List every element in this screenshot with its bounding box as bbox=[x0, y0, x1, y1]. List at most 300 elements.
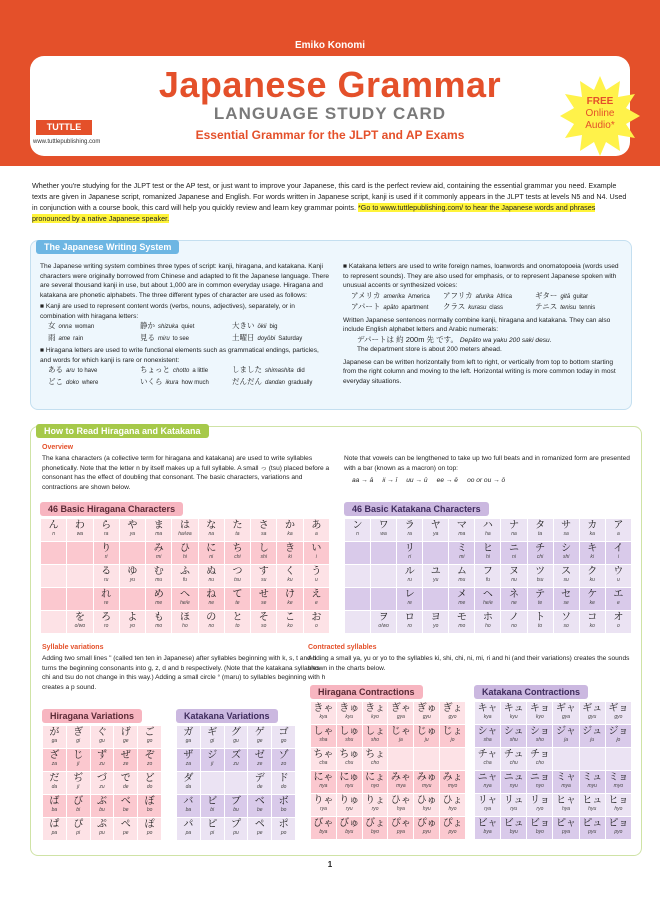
kana-romaji: ryo bbox=[536, 806, 544, 812]
kana-char: ぐ bbox=[96, 727, 107, 738]
writing-katakana-bullet: ■ Katakana letters are used to write foreign names, loanwords and onomatopoeia (words used to represent sounds). They are also used for emphasis, or to represent Japanese spoken with unusual accents or synthesized voices: bbox=[343, 263, 619, 289]
page-subtitle: LANGUAGE STUDY CARD bbox=[213, 104, 447, 123]
kana-romaji: a bbox=[617, 531, 620, 537]
kana-cell bbox=[177, 726, 201, 749]
kana-romaji: pi bbox=[210, 830, 215, 836]
kana-char: にゃ bbox=[313, 772, 334, 783]
example-word bbox=[535, 291, 631, 303]
kana-cell bbox=[90, 749, 114, 772]
kana-romaji: kyo bbox=[371, 714, 379, 720]
contracted-syllables-text: Adding a small ya, yu or yo to the syllables ki, shi, chi, ni, mi, ri and hi (and their variations) creates the sounds shown in the charts below. bbox=[308, 655, 630, 672]
kana-cell bbox=[553, 702, 579, 725]
kana-romaji: za bbox=[185, 761, 192, 767]
kana-char: へ bbox=[179, 589, 190, 600]
kana-romaji: gu bbox=[99, 738, 105, 744]
kana-cell bbox=[527, 725, 553, 748]
kana-romaji: myo bbox=[613, 783, 624, 789]
example-word bbox=[232, 321, 328, 333]
kana-cell bbox=[93, 519, 119, 542]
kana-char: ト bbox=[535, 612, 546, 623]
kana-cell bbox=[579, 588, 605, 611]
kana-cell bbox=[345, 611, 371, 634]
kana-cell bbox=[475, 588, 501, 611]
kana-char: ズ bbox=[230, 750, 241, 761]
example-word: テニス bbox=[535, 302, 558, 311]
kana-char: サ bbox=[561, 520, 572, 531]
kana-romaji: da bbox=[51, 784, 58, 790]
kana-romaji: pe bbox=[257, 830, 263, 836]
example-meaning: did bbox=[296, 368, 305, 374]
kana-romaji: kya bbox=[483, 714, 492, 720]
kana-romaji: po bbox=[146, 830, 153, 836]
kana-row bbox=[475, 725, 632, 748]
kana-cell bbox=[423, 519, 449, 542]
example-word: 女 bbox=[48, 321, 56, 330]
kana-char: ヒュ bbox=[582, 795, 603, 806]
kana-char: ル bbox=[404, 566, 415, 577]
kana-char: ピョ bbox=[608, 818, 629, 829]
kana-cell bbox=[553, 565, 579, 588]
kana-char: ヒョ bbox=[608, 795, 629, 806]
kana-romaji: ke bbox=[287, 600, 293, 606]
writing-left-column bbox=[40, 262, 330, 388]
kana-romaji: nyu bbox=[509, 783, 518, 789]
kana-romaji: ka bbox=[589, 531, 595, 537]
kana-romaji: chu bbox=[345, 760, 354, 766]
kana-romaji: nyu bbox=[345, 783, 354, 789]
kana-romaji: sho bbox=[371, 737, 380, 743]
kana-romaji: ho bbox=[182, 623, 188, 629]
kana-cell bbox=[172, 611, 198, 634]
kana-char: ろ bbox=[101, 612, 112, 623]
example-meaning: Saturday bbox=[278, 335, 303, 342]
kana-cell bbox=[388, 748, 414, 771]
kana-romaji: ryu bbox=[510, 806, 518, 812]
kana-char: ム bbox=[456, 566, 467, 577]
kana-cell bbox=[423, 588, 449, 611]
kana-romaji: myo bbox=[447, 783, 458, 789]
kana-romaji: ne bbox=[511, 600, 517, 606]
kana-cell bbox=[553, 794, 579, 817]
kana-romaji: do bbox=[146, 784, 153, 790]
kana-romaji: ya bbox=[129, 531, 136, 537]
kana-romaji: u bbox=[314, 577, 318, 583]
kana-romaji: se bbox=[563, 600, 569, 606]
example-line bbox=[48, 365, 330, 377]
overview-text: The kana characters (a collective term for hiragana and katakana) are used to write syllables phonetically. Note that the letter n by itself makes up a full syllable. A small っ (tsu) placed before a consonant has the effect of doubling that consonant. The basic characters, variations and contractions are shown below. bbox=[42, 455, 330, 491]
kana-romaji: se bbox=[261, 600, 267, 606]
kana-char: や bbox=[127, 520, 138, 531]
kana-romaji: mu bbox=[155, 577, 163, 583]
kana-cell bbox=[371, 542, 397, 565]
kana-char: び bbox=[73, 796, 84, 807]
kana-row bbox=[43, 749, 162, 772]
intro-text: Whether you're studying for the JLPT test or the AP test, or just want to improve your Japanese, this card is the perfect review aid, containing the essential grammar you need. Example texts are given in Japanese script, romanized Japanese and English. For words written in Japanese script, kanji is used if it commonly appears in the JLPT tests at levels N5 and N4. Used in conjunction with a course book, this card will help you quickly review and learn key grammar points. bbox=[32, 181, 627, 212]
kana-cell bbox=[440, 771, 466, 794]
kana-cell bbox=[172, 588, 198, 611]
kana-char: びゃ bbox=[313, 818, 334, 829]
kana-romaji: shu bbox=[345, 737, 354, 743]
kana-char: モ bbox=[456, 612, 467, 623]
kana-cell bbox=[43, 772, 67, 795]
kana-cell bbox=[527, 542, 553, 565]
kana-char: ス bbox=[561, 566, 572, 577]
kana-cell bbox=[224, 542, 250, 565]
example-word bbox=[535, 302, 631, 314]
kana-romaji: mu bbox=[458, 577, 466, 583]
kana-cell bbox=[579, 771, 605, 794]
kana-romaji: go bbox=[146, 738, 153, 744]
kana-romaji: myu bbox=[422, 783, 432, 789]
katakana-examples bbox=[351, 291, 625, 314]
kana-cell bbox=[605, 542, 631, 565]
kana-char: ヌ bbox=[509, 566, 519, 577]
kana-romaji: mi bbox=[156, 554, 162, 560]
kana-char: ミュ bbox=[582, 772, 603, 783]
kana-cell bbox=[501, 542, 527, 565]
kana-char: ぷ bbox=[96, 819, 107, 830]
kana-char: ち bbox=[232, 543, 243, 554]
kana-char: オ bbox=[613, 612, 624, 623]
kana-romaji: mya bbox=[561, 783, 571, 789]
kana-row bbox=[475, 817, 632, 840]
example-romaji: shizuka bbox=[158, 324, 179, 330]
kana-romaji: ka bbox=[287, 531, 293, 537]
kana-romaji: pyo bbox=[614, 829, 623, 835]
kana-char: は bbox=[179, 520, 190, 531]
kana-char: ビョ bbox=[529, 818, 550, 829]
kana-char: きょ bbox=[365, 703, 386, 714]
kana-char: お bbox=[311, 612, 322, 623]
katakana-basic-title: 46 Basic Katakana Characters bbox=[344, 502, 489, 516]
kana-char: りゃ bbox=[313, 795, 334, 806]
example-word: しました bbox=[232, 365, 262, 374]
kana-romaji: za bbox=[51, 761, 58, 767]
kana-char: プ bbox=[230, 819, 241, 830]
kana-char: りゅ bbox=[339, 795, 360, 806]
kana-cell bbox=[414, 702, 440, 725]
hiragana-basic-grid bbox=[40, 518, 330, 634]
kana-char: ショ bbox=[529, 726, 550, 737]
kana-cell bbox=[311, 702, 337, 725]
kana-char: ぎゃ bbox=[390, 703, 411, 714]
kana-romaji: nya bbox=[483, 783, 492, 789]
kana-cell bbox=[251, 611, 277, 634]
kana-romaji: kyu bbox=[345, 714, 354, 720]
kana-cell bbox=[138, 749, 162, 772]
kana-romaji: wa bbox=[380, 531, 387, 537]
kana-cell bbox=[553, 519, 579, 542]
kana-char: ゼ bbox=[254, 750, 265, 761]
kana-cell bbox=[579, 725, 605, 748]
example-line bbox=[48, 377, 330, 389]
kana-cell bbox=[553, 542, 579, 565]
katakana-variations-grid bbox=[176, 725, 296, 841]
kana-cell bbox=[605, 702, 631, 725]
kana-cell bbox=[449, 565, 475, 588]
kana-cell bbox=[114, 795, 138, 818]
kana-char: を bbox=[74, 612, 85, 623]
kana-cell bbox=[362, 748, 388, 771]
example-romaji: doyōbi bbox=[257, 335, 276, 342]
kana-cell bbox=[423, 611, 449, 634]
kana-char: ピャ bbox=[556, 818, 577, 829]
kana-romaji: yu bbox=[129, 577, 136, 583]
example-word bbox=[140, 321, 232, 333]
kana-romaji: ta bbox=[235, 531, 240, 537]
kana-romaji: kya bbox=[319, 714, 328, 720]
kana-char: きゃ bbox=[313, 703, 334, 714]
kana-romaji: na bbox=[511, 531, 517, 537]
kana-romaji: cha bbox=[319, 760, 328, 766]
kana-char: す bbox=[258, 566, 269, 577]
example-line bbox=[351, 291, 625, 303]
kana-char: る bbox=[101, 566, 112, 577]
kana-romaji: yo bbox=[129, 623, 136, 629]
example-romaji: Depāto wa yaku 200 saki desu. bbox=[459, 336, 552, 344]
kana-row bbox=[475, 702, 632, 725]
kana-romaji: te bbox=[538, 600, 543, 606]
kana-romaji: gyo bbox=[614, 714, 623, 720]
kana-romaji: mo bbox=[155, 623, 163, 629]
kana-char: ナ bbox=[509, 520, 519, 531]
kana-cell bbox=[67, 588, 93, 611]
kana-char: ジャ bbox=[556, 726, 576, 737]
kana-romaji: so bbox=[261, 623, 267, 629]
kana-romaji: me bbox=[458, 600, 466, 606]
kana-char: ぢ bbox=[73, 773, 84, 784]
kana-row bbox=[43, 818, 162, 841]
kana-char: ず bbox=[96, 750, 107, 761]
kana-cell bbox=[388, 817, 414, 840]
kana-cell bbox=[93, 588, 119, 611]
kana-romaji: ru bbox=[407, 577, 412, 583]
example-romaji: ame bbox=[58, 335, 71, 342]
kana-char: ペ bbox=[254, 819, 265, 830]
kana-romaji: byu bbox=[509, 829, 518, 835]
kana-char: ア bbox=[613, 520, 624, 531]
kana-romaji: ni bbox=[512, 554, 516, 560]
kana-romaji: pa bbox=[185, 830, 192, 836]
kana-char: ぶ bbox=[96, 796, 107, 807]
kana-romaji: u bbox=[617, 577, 620, 583]
example-word: 静か bbox=[140, 321, 155, 330]
kana-romaji: shu bbox=[509, 737, 518, 743]
kana-romaji: hi bbox=[485, 554, 490, 560]
kana-char: ひゃ bbox=[390, 795, 411, 806]
kana-romaji: yo bbox=[433, 623, 439, 629]
kana-cell bbox=[371, 588, 397, 611]
kana-cell bbox=[336, 794, 362, 817]
kana-romaji: me bbox=[155, 600, 163, 606]
kana-romaji: nyo bbox=[535, 783, 544, 789]
kana-romaji: ze bbox=[257, 761, 263, 767]
kana-cell bbox=[177, 795, 201, 818]
writing-p2: Written Japanese sentences normally combine kanji, hiragana and katakana. They can also include English alphabet letters and Arabic numerals: bbox=[343, 316, 611, 333]
kana-char: べ bbox=[120, 796, 131, 807]
kana-romaji: a bbox=[314, 531, 318, 537]
kana-char: ぜ bbox=[120, 750, 131, 761]
kana-char: ザ bbox=[183, 750, 194, 761]
kana-cell bbox=[251, 542, 277, 565]
kana-romaji: hyo bbox=[614, 806, 623, 812]
kana-char: チョ bbox=[530, 749, 550, 760]
kana-char: も bbox=[153, 612, 164, 623]
macron-examples: aa → ā ii → ī uu → ū ee → ē oo or ou → ō bbox=[352, 477, 506, 484]
kana-romaji: myu bbox=[587, 783, 597, 789]
kana-cell bbox=[336, 817, 362, 840]
kana-cell bbox=[119, 542, 145, 565]
publisher-url[interactable]: www.tuttlepublishing.com bbox=[33, 139, 101, 145]
kana-cell bbox=[43, 818, 67, 841]
kana-char: ウ bbox=[613, 566, 624, 577]
kana-romaji: zu bbox=[99, 784, 105, 790]
kana-cell bbox=[272, 726, 296, 749]
kana-row bbox=[177, 749, 296, 772]
example-word: いくら bbox=[140, 376, 163, 386]
example-romaji: apāto bbox=[383, 305, 399, 311]
kana-char: キョ bbox=[529, 703, 550, 714]
kana-char: コ bbox=[587, 612, 598, 623]
kana-char: キャ bbox=[477, 703, 498, 714]
example-meaning: America bbox=[407, 293, 430, 300]
kana-row bbox=[43, 795, 162, 818]
kana-char: ギャ bbox=[556, 703, 577, 714]
kana-char: ネ bbox=[509, 589, 519, 600]
kana-romaji: cha bbox=[483, 760, 492, 766]
kana-romaji: bu bbox=[99, 807, 105, 813]
kana-romaji: ri bbox=[104, 554, 108, 560]
kana-char: ジ bbox=[207, 750, 218, 761]
kana-char: に bbox=[206, 543, 217, 554]
kana-char: ミョ bbox=[608, 772, 629, 783]
kana-romaji: pya bbox=[562, 829, 571, 835]
kana-cell bbox=[114, 818, 138, 841]
kana-cell bbox=[579, 519, 605, 542]
kana-romaji: hya bbox=[396, 806, 405, 812]
page-number: 1 bbox=[327, 860, 333, 869]
example-meaning: guitar bbox=[573, 293, 589, 300]
kana-cell bbox=[440, 817, 466, 840]
kanji-examples bbox=[48, 321, 330, 344]
kana-char: ラ bbox=[404, 520, 415, 531]
kana-cell bbox=[93, 565, 119, 588]
kana-cell bbox=[553, 611, 579, 634]
kana-romaji: re bbox=[103, 600, 109, 606]
kana-char: ダ bbox=[183, 773, 194, 784]
kana-cell bbox=[388, 702, 414, 725]
example-meaning: tennis bbox=[579, 305, 596, 311]
example-meaning: to see bbox=[172, 335, 190, 342]
kana-romaji: ji bbox=[77, 761, 80, 767]
kana-char: リ bbox=[404, 543, 415, 554]
kana-char: みゃ bbox=[390, 772, 411, 783]
kana-cell bbox=[501, 771, 527, 794]
kana-cell bbox=[198, 565, 224, 588]
kana-romaji: go bbox=[280, 738, 287, 744]
kana-cell bbox=[41, 519, 67, 542]
kana-cell bbox=[362, 817, 388, 840]
kana-romaji: to bbox=[235, 623, 240, 629]
kana-char: バ bbox=[183, 796, 194, 807]
kana-cell bbox=[66, 772, 90, 795]
kana-romaji: i bbox=[617, 554, 619, 560]
kana-romaji: o/wo bbox=[74, 623, 86, 629]
kana-cell bbox=[224, 588, 250, 611]
kana-romaji: hya bbox=[562, 806, 571, 812]
kana-char: シ bbox=[561, 543, 572, 554]
kana-char: か bbox=[285, 520, 296, 531]
kana-cell bbox=[41, 588, 67, 611]
kana-cell bbox=[311, 748, 337, 771]
example-meaning: where bbox=[82, 379, 99, 386]
kana-cell bbox=[362, 794, 388, 817]
kana-romaji: ji bbox=[77, 784, 80, 790]
example-meaning: big bbox=[269, 324, 278, 330]
katakana-contractions-grid bbox=[474, 701, 632, 840]
kana-char: ヘ bbox=[482, 589, 493, 600]
kana-cell bbox=[224, 565, 250, 588]
kana-cell bbox=[579, 611, 605, 634]
kana-cell bbox=[527, 794, 553, 817]
kana-row bbox=[43, 772, 162, 795]
kana-char: そ bbox=[258, 612, 269, 623]
kana-cell bbox=[90, 726, 114, 749]
kana-row bbox=[311, 702, 466, 725]
writing-right-column bbox=[343, 262, 625, 386]
example-meaning: a little bbox=[192, 368, 209, 374]
kana-char: ヲ bbox=[378, 612, 389, 623]
kana-romaji: sho bbox=[535, 737, 544, 743]
kana-romaji: ju bbox=[424, 737, 429, 743]
example-romaji: dandan bbox=[265, 379, 286, 386]
kana-char: フ bbox=[482, 566, 493, 577]
kana-romaji: ba bbox=[51, 807, 58, 813]
kana-romaji: be bbox=[123, 807, 129, 813]
kana-char: な bbox=[206, 520, 217, 531]
example-romaji: shimashita bbox=[265, 368, 294, 374]
example-romaji: onna bbox=[58, 324, 72, 330]
kana-romaji: pu bbox=[233, 830, 239, 836]
kana-romaji: gi bbox=[210, 738, 215, 744]
kana-romaji: wa bbox=[76, 531, 84, 537]
kana-romaji: o bbox=[314, 623, 318, 629]
kana-char: ビ bbox=[207, 796, 218, 807]
kana-romaji: tsu bbox=[536, 577, 544, 583]
kana-romaji: fu bbox=[485, 577, 491, 583]
kana-cell bbox=[277, 611, 303, 634]
kana-romaji: ha bbox=[485, 531, 491, 537]
kana-cell bbox=[277, 542, 303, 565]
kana-romaji: shi bbox=[562, 554, 570, 560]
kana-romaji: to bbox=[538, 623, 543, 629]
kana-char: ポ bbox=[278, 819, 289, 830]
kana-char: ん bbox=[48, 520, 59, 531]
kana-char: ヨ bbox=[430, 612, 441, 623]
kana-cell bbox=[475, 611, 501, 634]
kana-char: ぴ bbox=[73, 819, 84, 830]
kana-romaji: zo bbox=[146, 761, 153, 767]
kana-romaji: no bbox=[511, 623, 517, 629]
kana-romaji: yu bbox=[433, 577, 439, 583]
writing-p1: The Japanese writing system combines three types of script: kanji, hiragana, and katakana. Kanji characters were originally borrowed from Chinese and adapted to fit the Japanese language. There are several thousand kanji in use, but about 1,000 are in common everyday usage. Hiragana and katakana are phonetic alphabets. The three different types of character are used as follows: bbox=[40, 263, 330, 299]
kana-romaji: hyu bbox=[422, 806, 431, 812]
kana-cell bbox=[605, 725, 631, 748]
kana-cell bbox=[93, 542, 119, 565]
kana-cell bbox=[527, 748, 553, 771]
kana-cell bbox=[66, 726, 90, 749]
kana-romaji: bya bbox=[319, 829, 328, 835]
